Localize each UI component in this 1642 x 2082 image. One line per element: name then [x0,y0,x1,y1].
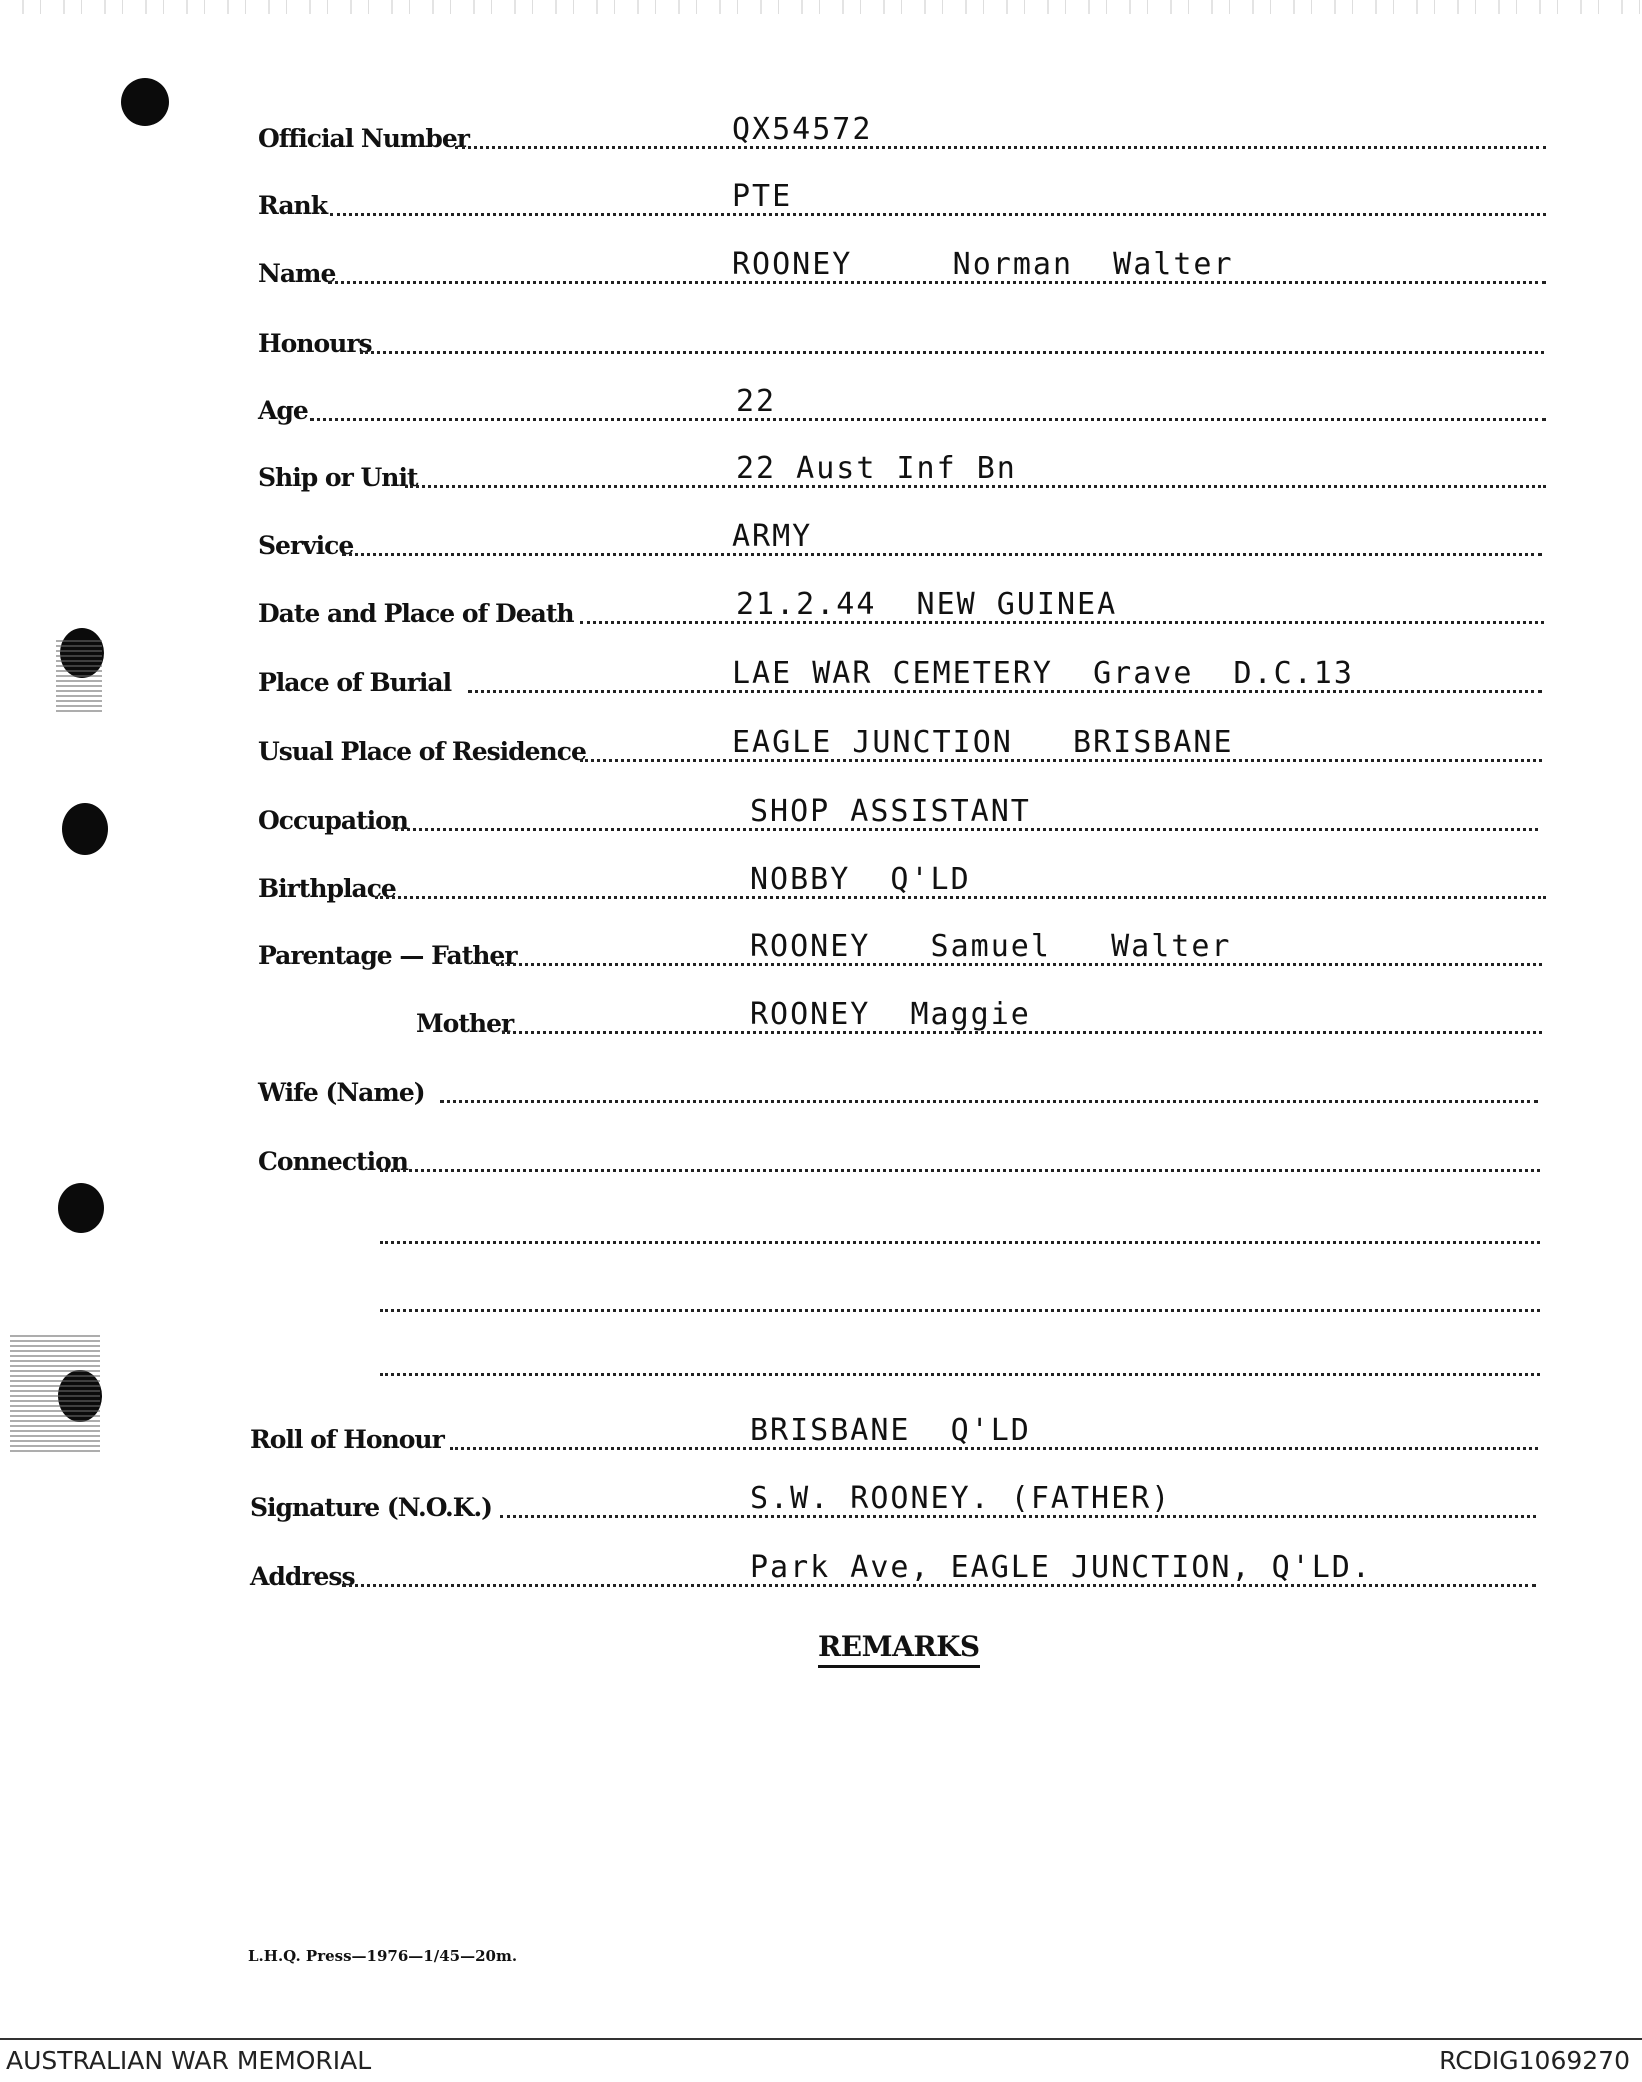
field-value: ROONEY Maggie [750,997,1031,1032]
dotted-leader [380,1309,1540,1312]
dotted-leader [310,418,1546,421]
form-row [0,1340,1642,1380]
press-mark: L.H.Q. Press—1976—1/45—20m. [248,1947,518,1965]
field-value: ARMY [732,519,813,554]
form-row [0,248,1642,288]
field-label: Rank [258,191,328,220]
form-row [0,1551,1642,1591]
form-row [0,520,1642,560]
field-value: SHOP ASSISTANT [750,794,1031,829]
form-row [0,385,1642,425]
field-label: Age [258,396,308,425]
dotted-leader [342,553,1542,556]
field-label: Service [258,531,354,560]
field-value: EAGLE JUNCTION BRISBANE [732,725,1234,760]
form-row [0,1136,1642,1176]
form-row [0,863,1642,903]
field-value: BRISBANE Q'LD [750,1413,1031,1448]
dotted-leader [380,1373,1540,1376]
dotted-leader [440,1100,1538,1103]
field-label: Ship or Unit [258,463,418,492]
field-value: ROONEY Norman Walter [732,247,1234,282]
footer-right: RCDIG1069270 [1439,2046,1630,2075]
field-label: Place of Burial [258,668,452,697]
form-row [0,588,1642,628]
form-row [0,1067,1642,1107]
dotted-leader [380,1169,1540,1172]
form-row [0,1276,1642,1316]
field-label: Parentage — Father [258,941,517,970]
dotted-leader [380,1241,1540,1244]
field-label: Signature (N.O.K.) [250,1493,492,1522]
dotted-leader [360,351,1544,354]
form-row [0,795,1642,835]
dotted-leader [455,146,1546,149]
field-value: ROONEY Samuel Walter [750,929,1232,964]
field-label: Birthplace [258,874,396,903]
footer-left: AUSTRALIAN WAR MEMORIAL [6,2046,372,2075]
field-label: Name [258,259,336,288]
field-label: Address [250,1562,355,1591]
field-label: Honours [258,329,372,358]
field-label: Official Number [258,124,469,153]
field-label: Occupation [258,806,408,835]
form-row [0,452,1642,492]
field-label: Date and Place of Death [258,599,574,628]
field-label: Wife (Name) [258,1078,425,1107]
form-row [0,113,1642,153]
field-value: LAE WAR CEMETERY Grave D.C.13 [732,656,1354,691]
form-row [0,726,1642,766]
field-value: 22 [736,384,777,419]
form-row [0,1208,1642,1248]
form-row [0,657,1642,697]
field-value: 21.2.44 NEW GUINEA [736,587,1118,622]
field-label: Connection [258,1147,408,1176]
field-value: PTE [732,179,793,214]
field-label: Usual Place of Residence [258,737,586,766]
form-row [0,180,1642,220]
dotted-leader [330,213,1546,216]
field-value: QX54572 [732,112,873,147]
field-value: S.W. ROONEY. (FATHER) [750,1481,1172,1516]
field-value: Park Ave, EAGLE JUNCTION, Q'LD. [750,1550,1372,1585]
field-label: Roll of Honour [250,1425,444,1454]
form-row [0,318,1642,358]
scan-noise [0,0,1642,14]
field-value: NOBBY Q'LD [750,862,971,897]
form-row [0,1414,1642,1454]
remarks-heading: REMARKS [818,1630,980,1668]
form-row [0,1482,1642,1522]
footer-rule [0,2038,1642,2040]
field-label: Mother [416,1009,514,1038]
form-row [0,998,1642,1038]
form-row [0,930,1642,970]
field-value: 22 Aust Inf Bn [736,451,1017,486]
